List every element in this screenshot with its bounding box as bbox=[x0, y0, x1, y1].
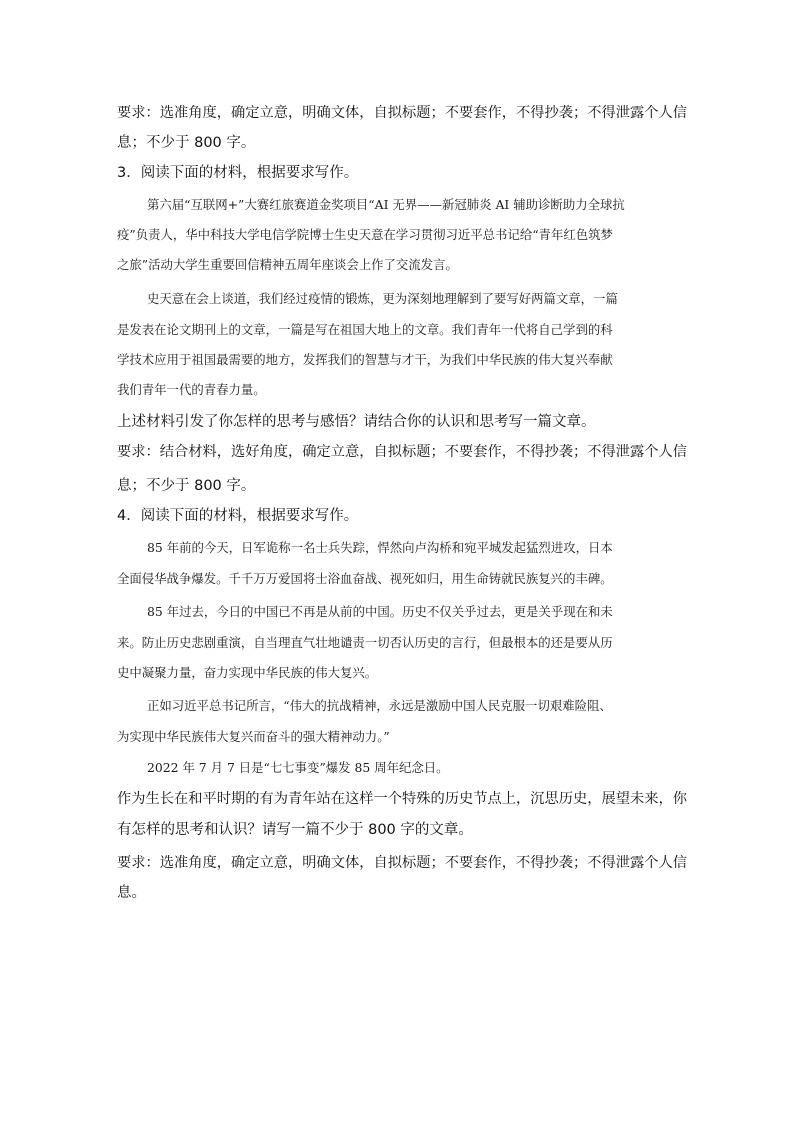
material-3-paragraph-1: 疫”负责人，华中科技大学电信学院博士生史天意在学习贯彻习近平总书记给“青年红色筑梦 bbox=[117, 227, 613, 242]
material-3-paragraph-2: 史天意在会上谈道，我们经过疫情的锻炼，更为深刻地理解到了要写好两篇文章，一篇 bbox=[147, 291, 618, 306]
requirement-text: 要求：选准角度，确定立意，明确文体，自拟标题；不要套作，不得抄袭；不得泄露个人信 bbox=[117, 855, 688, 871]
material-4-paragraph-3: 正如习近平总书记所言，“伟大的抗战精神，永远是激励中国人民克服一切艰难险阻、 bbox=[147, 698, 612, 713]
requirement-text: 要求：结合材料，选好角度，确定立意，自拟标题；不要套作，不得抄袭；不得泄露个人信 bbox=[117, 444, 688, 460]
material-4-paragraph-1: 85 年前的今天，日军诡称一名士兵失踪，悍然向卢沟桥和宛平城发起猛烈进攻，日本 bbox=[147, 540, 613, 555]
material-4-paragraph-2: 史中凝聚力量，奋力实现中华民族的伟大复兴。 bbox=[117, 665, 378, 680]
prompt-text: 作为生长在和平时期的有为青年站在这样一个特殊的历史节点上，沉思历史，展望未来，你 bbox=[117, 791, 688, 807]
material-4-paragraph-4: 2022 年 7 月 7 日是“七七事变”爆发 85 周年纪念日。 bbox=[147, 760, 449, 775]
requirement-text: 要求：选准角度，确定立意，明确文体，自拟标题；不要套作，不得抄袭；不得泄露个人信 bbox=[117, 105, 688, 121]
question-3-heading: 3．阅读下面的材料，根据要求写作。 bbox=[117, 165, 359, 181]
requirement-text: 息；不少于 800 字。 bbox=[117, 478, 256, 494]
requirement-text: 息。 bbox=[117, 885, 146, 901]
prompt-text: 上述材料引发了你怎样的思考与感悟？请结合你的认识和思考写一篇文章。 bbox=[117, 414, 596, 430]
material-4-paragraph-2: 85 年过去，今日的中国已不再是从前的中国。历史不仅关乎过去，更是关乎现在和未 bbox=[147, 604, 613, 619]
material-3-paragraph-1: 之旅”活动大学生重要回信精神五周年座谈会上作了交流发言。 bbox=[117, 257, 458, 272]
material-3-paragraph-2: 我们青年一代的青春力量。 bbox=[117, 382, 266, 397]
prompt-text: 有怎样的思考和认识？请写一篇不少于 800 字的文章。 bbox=[117, 822, 473, 838]
requirement-text: 息；不少于 800 字。 bbox=[117, 135, 256, 151]
material-3-paragraph-1: 第六届“互联网+”大赛红旅赛道金奖项目“AI 无界——新冠肺炎 AI 辅助诊断助力全球抗 bbox=[147, 197, 625, 212]
question-4-heading: 4．阅读下面的材料，根据要求写作。 bbox=[117, 508, 359, 524]
material-4-paragraph-1: 全面侵华战争爆发。千千万万爱国将士浴血奋战、视死如归，用生命铸就民族复兴的丰碑。 bbox=[117, 571, 613, 586]
material-4-paragraph-2: 来。防止历史悲剧重演，自当理直气壮地谴责一切否认历史的言行，但最根本的还是要从历 bbox=[117, 635, 613, 650]
material-3-paragraph-2: 学技术应用于祖国最需要的地方，发挥我们的智慧与才干，为我们中华民族的伟大复兴奉献 bbox=[117, 352, 613, 367]
material-3-paragraph-2: 是发表在论文期刊上的文章，一篇是写在祖国大地上的文章。我们青年一代将自己学到的科 bbox=[117, 322, 613, 337]
material-4-paragraph-3: 为实现中华民族伟大复兴而奋斗的强大精神动力。” bbox=[117, 729, 390, 744]
